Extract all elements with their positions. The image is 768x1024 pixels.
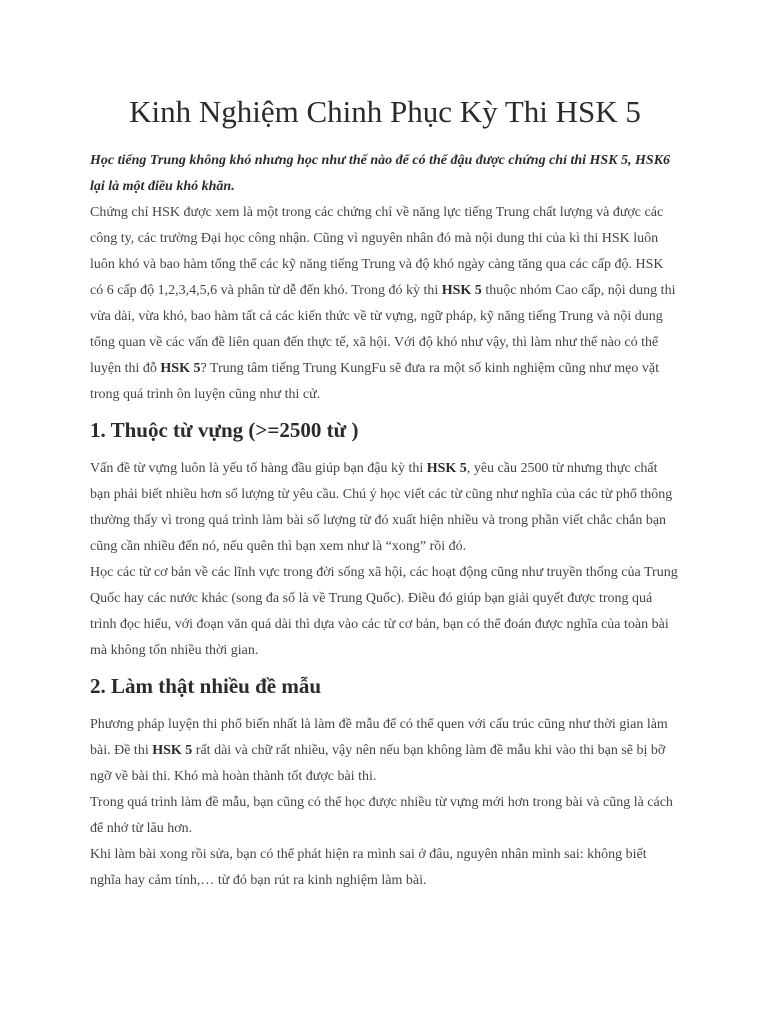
intro-paragraph: [90, 200, 680, 408]
intro-text-1: Chứng chỉ HSK được xem là một trong các chứng chỉ về năng lực tiếng Trung chất lượng và được các công ty, các trường Đại học công nhận. Cũng vì nguyên nhân đó mà nội dung thi của kì thi HSK luôn luôn khó và bao hàm tổng thể các kỹ năng tiếng Trung và độ khó ngày càng tăng qua các cấp độ. HSK có 6 cấp độ 1,2,3,4,5,6 và phân từ dễ đến khó. Trong đó kỳ thi: [90, 205, 664, 298]
section-2-paragraph-3: Khi làm bài xong rồi sửa, bạn có thể phát hiện ra mình sai ở đâu, nguyên nhân mình sai: không biết nghĩa hay cảm tính,… từ đó bạn rút ra kinh nghiệm làm bài.: [90, 847, 647, 888]
s2-text-2: rất dài và chữ rất nhiều, vậy nên nếu bạn không làm đề mẫu khi vào thi bạn sẽ bị bỡ ngỡ về bài thi. Khó mà hoàn thành tốt được bài thi.: [90, 743, 666, 784]
section-2-paragraph-2: Trong quá trình làm đề mẫu, bạn cũng có thể học được nhiều từ vựng mới hơn trong bài và cũng là cách để nhớ từ lâu hơn.: [90, 795, 673, 836]
s1-text-1: Vấn đề từ vựng luôn là yếu tố hàng đầu giúp bạn đậu kỳ thi: [90, 461, 427, 476]
intro-text-3: ? Trung tâm tiếng Trung KungFu sẽ đưa ra một số kinh nghiệm cũng như mẹo vặt trong quá trình ôn luyện cũng như thi cử.: [90, 361, 659, 402]
s2-text-1: Phương pháp luyện thi phổ biến nhất là làm đề mẫu để có thể quen với cấu trúc cũng như thời gian làm bài. Đề thi: [90, 717, 668, 758]
intro-bold-2: HSK 5: [160, 361, 201, 376]
section-2-paragraph-1: [90, 712, 680, 790]
intro-text-2: thuộc nhóm Cao cấp, nội dung thi vừa dài, vừa khó, bao hàm tất cả các kiến thức về từ vựng, ngữ pháp, kỹ năng tiếng Trung và nội dung tổng quan về các vấn đề liên quan đến thực tế, xã hội. Với độ khó như vậy, thì làm như thế nào có thể luyện thi đỗ: [90, 283, 676, 376]
section-1-paragraph-1: [90, 456, 680, 560]
section-2-heading: 2. Làm thật nhiều đề mẫu: [90, 674, 322, 698]
lead-paragraph: Học tiếng Trung không khó nhưng học như thế nào để có thể đậu được chứng chỉ thi HSK 5, HSK6 lại là một điều khó khăn.: [90, 153, 671, 194]
s1-bold-1: HSK 5: [426, 461, 467, 476]
s2-bold-1: HSK 5: [152, 743, 193, 758]
section-1-heading: 1. Thuộc từ vựng (>=2500 từ ): [90, 418, 359, 442]
page-title: Kinh Nghiệm Chinh Phục Kỳ Thi HSK 5: [129, 94, 641, 129]
intro-bold-1: HSK 5: [441, 283, 482, 298]
section-1-paragraph-2: Học các từ cơ bản về các lĩnh vực trong đời sống xã hội, các hoạt động cũng như truyền thống của Trung Quốc hay các nước khác (song đa số là về Trung Quốc). Điều đó giúp bạn giải quyết được trong quá trình đọc hiểu, với đoạn văn quá dài thì dựa vào các từ cơ bản, bạn có thể đoán được nghĩa của toàn bài mà không tốn nhiều thời gian.: [90, 565, 678, 658]
s1-text-2: , yêu cầu 2500 từ nhưng thực chất bạn phải biết nhiều hơn số lượng từ yêu cầu. Chú ý học viết các từ cũng như nghĩa của các từ phổ thông thường thấy vì trong quá trình làm bài số lượng từ đó xuất hiện nhiều và trong phần viết chắc chắn bạn cũng cần nhiều đến nó, nếu quên thì bạn xem như là “xong” rồi đó.: [90, 461, 673, 554]
